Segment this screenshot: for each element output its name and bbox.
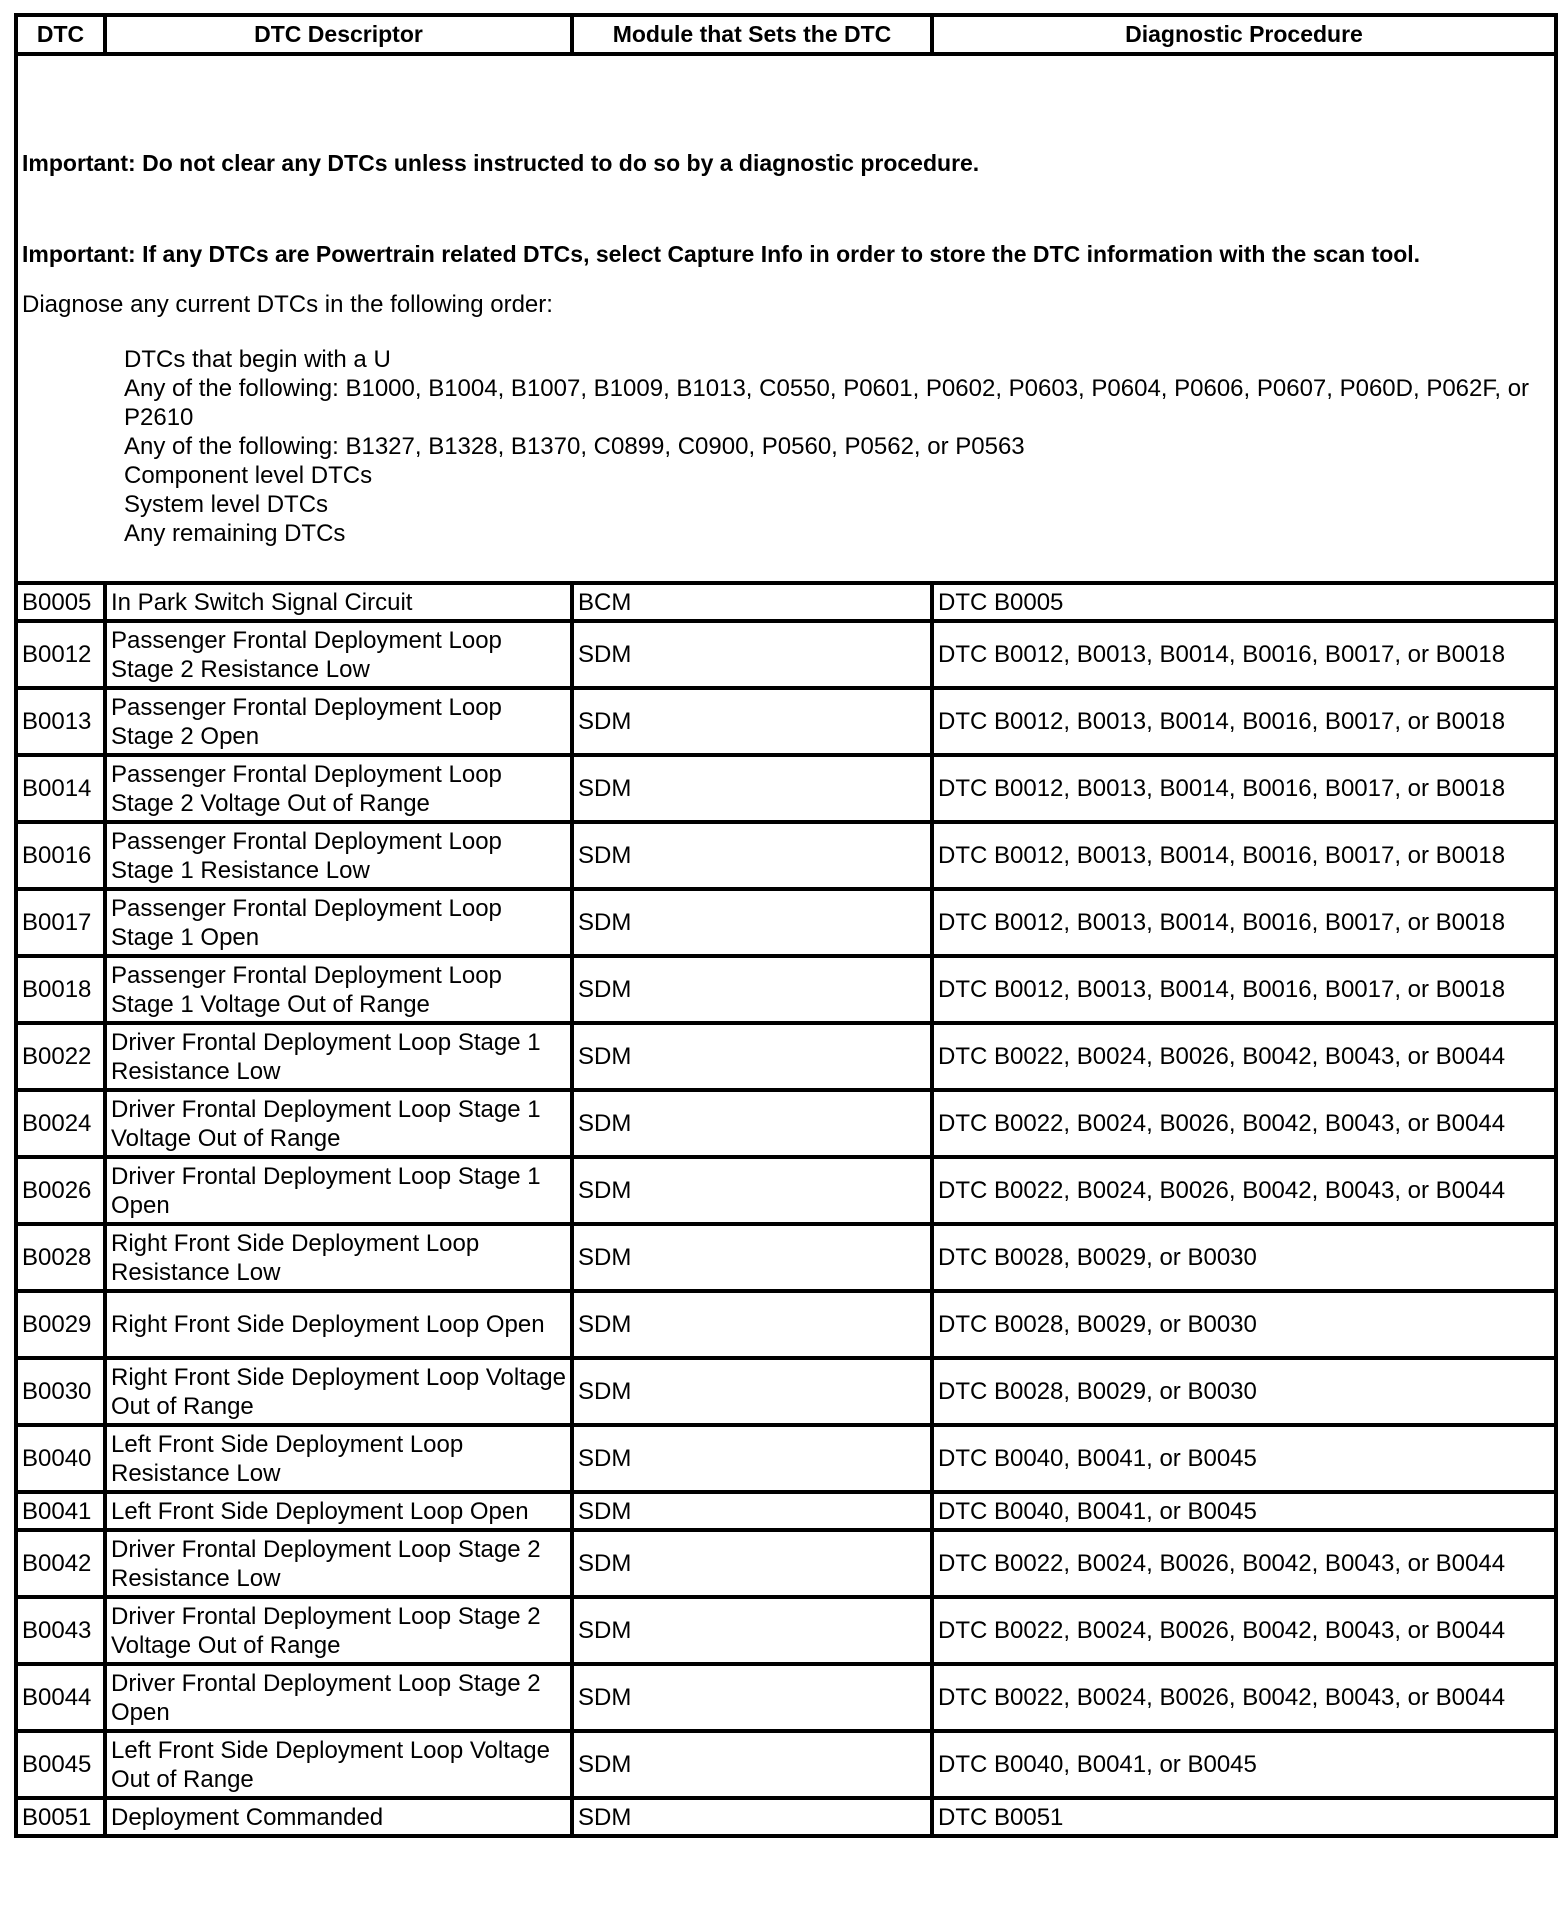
procedure-cell: DTC B0012, B0013, B0014, B0016, B0017, or B0018 (932, 755, 1556, 822)
module-cell: SDM (572, 1798, 932, 1836)
important-note-clear-dtcs: Important: Do not clear any DTCs unless instructed to do so by a diagnostic procedure. (22, 150, 980, 176)
table-row (16, 1358, 1556, 1425)
dtc-code-cell: B0022 (16, 1023, 105, 1090)
procedure-cell: DTC B0012, B0013, B0014, B0016, B0017, or B0018 (932, 889, 1556, 956)
diagnose-order-list (22, 345, 1550, 548)
descriptor-cell: Passenger Frontal Deployment Loop Stage 1 Open (105, 889, 572, 956)
procedure-cell: DTC B0022, B0024, B0026, B0042, B0043, or B0044 (932, 1530, 1556, 1597)
module-cell: SDM (572, 1224, 932, 1291)
descriptor-cell: Driver Frontal Deployment Loop Stage 1 Open (105, 1157, 572, 1224)
module-cell: SDM (572, 1425, 932, 1492)
table-row (16, 1425, 1556, 1492)
table-row (16, 1731, 1556, 1798)
module-cell: SDM (572, 621, 932, 688)
dtc-code-cell: B0043 (16, 1597, 105, 1664)
order-item: System level DTCs (124, 491, 329, 518)
module-cell: SDM (572, 1291, 932, 1358)
module-cell: SDM (572, 1731, 932, 1798)
procedure-cell: DTC B0051 (932, 1798, 1556, 1836)
descriptor-cell: Left Front Side Deployment Loop Open (105, 1492, 572, 1530)
module-cell: SDM (572, 822, 932, 889)
order-item: Any of the following: B1000, B1004, B1007, B1009, B1013, C0550, P0601, P0602, P0603, P0604, P0606, P0607, P060D, P062F, or P2610 (124, 375, 1530, 431)
dtc-code-cell: B0024 (16, 1090, 105, 1157)
module-cell: SDM (572, 1492, 932, 1530)
order-item: Any remaining DTCs (124, 520, 346, 547)
header-procedure: Diagnostic Procedure (932, 15, 1556, 54)
procedure-cell: DTC B0012, B0013, B0014, B0016, B0017, or B0018 (932, 956, 1556, 1023)
dtc-code-cell: B0017 (16, 889, 105, 956)
table-row (16, 1157, 1556, 1224)
descriptor-cell: In Park Switch Signal Circuit (105, 583, 572, 621)
dtc-code-cell: B0016 (16, 822, 105, 889)
order-item: Component level DTCs (124, 462, 373, 489)
descriptor-cell: Left Front Side Deployment Loop Voltage Out of Range (105, 1731, 572, 1798)
header-module: Module that Sets the DTC (572, 15, 932, 54)
descriptor-cell: Deployment Commanded (105, 1798, 572, 1836)
descriptor-cell: Driver Frontal Deployment Loop Stage 2 Resistance Low (105, 1530, 572, 1597)
descriptor-cell: Passenger Frontal Deployment Loop Stage 1 Voltage Out of Range (105, 956, 572, 1023)
module-cell: SDM (572, 1597, 932, 1664)
module-cell: SDM (572, 1090, 932, 1157)
module-cell: SDM (572, 956, 932, 1023)
descriptor-cell: Left Front Side Deployment Loop Resistance Low (105, 1425, 572, 1492)
dtc-code-cell: B0005 (16, 583, 105, 621)
order-item: DTCs that begin with a U (124, 346, 391, 373)
order-lead-text: Diagnose any current DTCs in the following order: (22, 291, 553, 318)
procedure-cell: DTC B0040, B0041, or B0045 (932, 1425, 1556, 1492)
procedure-cell: DTC B0012, B0013, B0014, B0016, B0017, or B0018 (932, 822, 1556, 889)
table-row (16, 755, 1556, 822)
dtc-code-cell: B0030 (16, 1358, 105, 1425)
dtc-code-cell: B0040 (16, 1425, 105, 1492)
procedure-cell: DTC B0005 (932, 583, 1556, 621)
intro-row (16, 54, 1556, 583)
procedure-cell: DTC B0012, B0013, B0014, B0016, B0017, or B0018 (932, 688, 1556, 755)
descriptor-cell: Driver Frontal Deployment Loop Stage 1 Voltage Out of Range (105, 1090, 572, 1157)
descriptor-cell: Driver Frontal Deployment Loop Stage 2 Open (105, 1664, 572, 1731)
descriptor-cell: Passenger Frontal Deployment Loop Stage 1 Resistance Low (105, 822, 572, 889)
table-row (16, 1798, 1556, 1836)
table-row (16, 1090, 1556, 1157)
module-cell: SDM (572, 688, 932, 755)
descriptor-cell: Driver Frontal Deployment Loop Stage 1 Resistance Low (105, 1023, 572, 1090)
dtc-code-cell: B0028 (16, 1224, 105, 1291)
descriptor-cell: Passenger Frontal Deployment Loop Stage 2 Voltage Out of Range (105, 755, 572, 822)
table-row (16, 583, 1556, 621)
descriptor-cell: Right Front Side Deployment Loop Resistance Low (105, 1224, 572, 1291)
dtc-table (14, 13, 1558, 1838)
table-row (16, 889, 1556, 956)
descriptor-cell: Passenger Frontal Deployment Loop Stage 2 Open (105, 688, 572, 755)
header-descriptor: DTC Descriptor (105, 15, 572, 54)
dtc-code-cell: B0018 (16, 956, 105, 1023)
procedure-cell: DTC B0040, B0041, or B0045 (932, 1731, 1556, 1798)
dtc-code-cell: B0042 (16, 1530, 105, 1597)
procedure-cell: DTC B0028, B0029, or B0030 (932, 1291, 1556, 1358)
table-row (16, 1291, 1556, 1358)
table-row (16, 1664, 1556, 1731)
descriptor-cell: Right Front Side Deployment Loop Open (105, 1291, 572, 1358)
order-item: Any of the following: B1327, B1328, B1370, C0899, C0900, P0560, P0562, or P0563 (124, 433, 1025, 460)
dtc-code-cell: B0041 (16, 1492, 105, 1530)
module-cell: SDM (572, 1664, 932, 1731)
table-row (16, 1530, 1556, 1597)
table-row (16, 621, 1556, 688)
table-row (16, 1492, 1556, 1530)
procedure-cell: DTC B0028, B0029, or B0030 (932, 1358, 1556, 1425)
procedure-cell: DTC B0040, B0041, or B0045 (932, 1492, 1556, 1530)
module-cell: SDM (572, 889, 932, 956)
dtc-code-cell: B0013 (16, 688, 105, 755)
dtc-code-cell: B0051 (16, 1798, 105, 1836)
table-row (16, 1597, 1556, 1664)
procedure-cell: DTC B0022, B0024, B0026, B0042, B0043, or B0044 (932, 1157, 1556, 1224)
header-dtc: DTC (16, 15, 105, 54)
dtc-code-cell: B0026 (16, 1157, 105, 1224)
module-cell: SDM (572, 755, 932, 822)
dtc-code-cell: B0044 (16, 1664, 105, 1731)
procedure-cell: DTC B0012, B0013, B0014, B0016, B0017, or B0018 (932, 621, 1556, 688)
procedure-cell: DTC B0022, B0024, B0026, B0042, B0043, or B0044 (932, 1597, 1556, 1664)
descriptor-cell: Driver Frontal Deployment Loop Stage 2 Voltage Out of Range (105, 1597, 572, 1664)
module-cell: SDM (572, 1023, 932, 1090)
module-cell: SDM (572, 1157, 932, 1224)
dtc-code-cell: B0045 (16, 1731, 105, 1798)
intro-cell (16, 54, 1556, 583)
descriptor-cell: Right Front Side Deployment Loop Voltage Out of Range (105, 1358, 572, 1425)
table-row (16, 1224, 1556, 1291)
table-row (16, 688, 1556, 755)
module-cell: SDM (572, 1530, 932, 1597)
table-row (16, 1023, 1556, 1090)
module-cell: SDM (572, 1358, 932, 1425)
dtc-code-cell: B0014 (16, 755, 105, 822)
procedure-cell: DTC B0028, B0029, or B0030 (932, 1224, 1556, 1291)
procedure-cell: DTC B0022, B0024, B0026, B0042, B0043, or B0044 (932, 1090, 1556, 1157)
table-row (16, 822, 1556, 889)
table-row (16, 956, 1556, 1023)
dtc-code-cell: B0012 (16, 621, 105, 688)
dtc-code-cell: B0029 (16, 1291, 105, 1358)
procedure-cell: DTC B0022, B0024, B0026, B0042, B0043, or B0044 (932, 1023, 1556, 1090)
important-note-capture-info: Important: If any DTCs are Powertrain related DTCs, select Capture Info in order to store the DTC information with the scan tool. (22, 241, 1421, 267)
procedure-cell: DTC B0022, B0024, B0026, B0042, B0043, or B0044 (932, 1664, 1556, 1731)
header-row (16, 15, 1556, 54)
module-cell: BCM (572, 583, 932, 621)
descriptor-cell: Passenger Frontal Deployment Loop Stage 2 Resistance Low (105, 621, 572, 688)
